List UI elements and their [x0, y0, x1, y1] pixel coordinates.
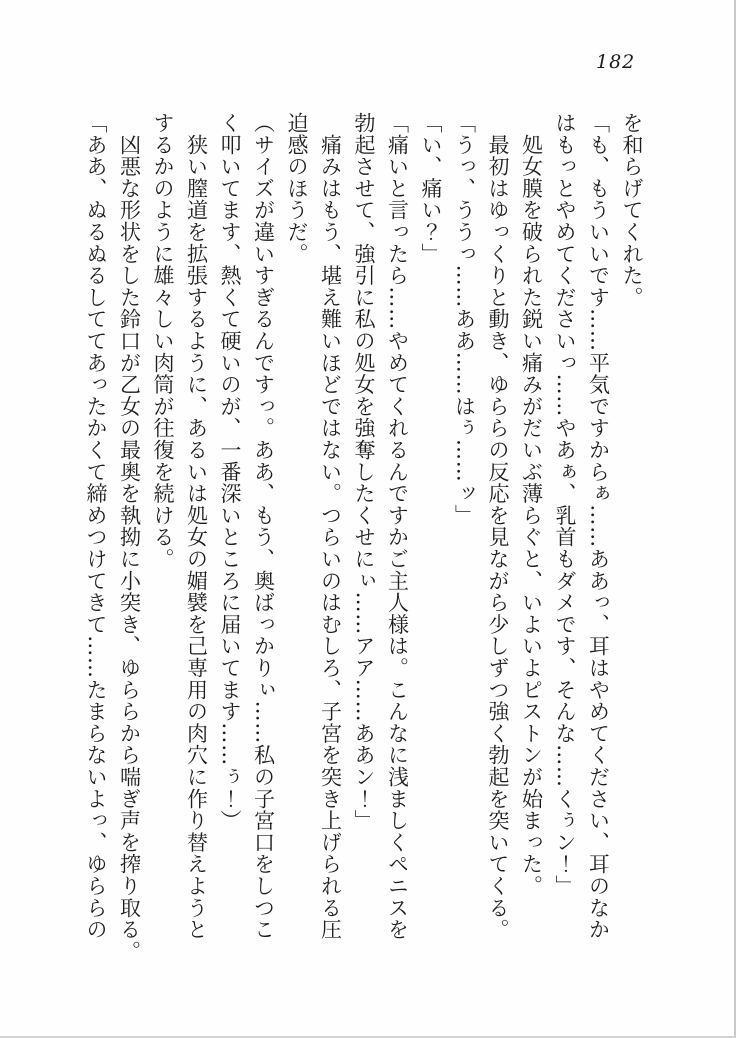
page-number: 182 [596, 51, 636, 73]
text-line: 最初はゆっくりと動き、ゆららの反応を見ながら少しずつ強く勃起を突いてくる。 [486, 112, 510, 941]
text-line: （サイズが違いすぎるんですっ。ああ、もう、奥ばっかりぃ……私の子宮口をしつこ [251, 112, 276, 941]
text-line: を和らげてくれた。 [620, 112, 644, 309]
text-line: 凶悪な形状をした鈴口が乙女の最奥を執拗に小突き、ゆららから喘ぎ声を搾り取る。 [117, 112, 142, 963]
text-line: 勃起させて、強引に私の処女を強奪したくせにぃ……アア……ああン！」 [352, 112, 376, 832]
text-line: 処女膜を破られた鋭い痛みがだいぶ薄らぐと、いよいよピストンが始まった。 [519, 112, 544, 897]
text-line: 「ああ、ぬるぬるしててあったかくて締めつけてきて……たまらないよっ、ゆららの [84, 112, 108, 941]
text-line: 「うっ、ううっ……ああ……はぅ……ッ」 [452, 112, 477, 527]
text-line: く叩いてます、熱くて硬いのが、一番深いところに届いてます……ぅ！） [218, 112, 242, 832]
text-line: 迫感のほうだ。 [285, 112, 309, 265]
text-line: するかのように雄々しい肉筒が往復を続ける。 [151, 112, 175, 570]
text-block [79, 112, 649, 962]
text-line: 「も、もういいです……平気ですからぁ……ああっ、耳はやめてください、耳のなか [586, 112, 611, 941]
text-line: はもっとやめてくださいっ……やあぁ、乳首もダメです、そんな……くぅン！」 [553, 112, 577, 897]
text-line: 「痛いと言ったら……やめてくれるんですかご主人様は。こんなに浅ましくペニスを [385, 112, 410, 941]
text-line: 狭い膣道を拡張するように、あるいは処女の媚襞を己専用の肉穴に作り替えようと [184, 112, 209, 941]
text-line: 痛みはもう、堪え難いほどではない。つらいのはむしろ、子宮を突き上げられる圧 [318, 112, 343, 941]
text-line: 「い、痛い？」 [419, 112, 443, 265]
